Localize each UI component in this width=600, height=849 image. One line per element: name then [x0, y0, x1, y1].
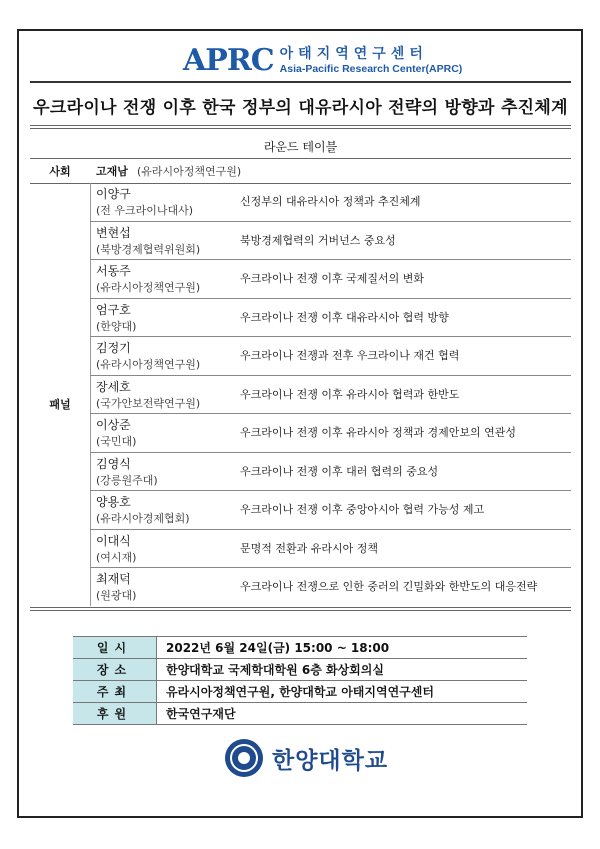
logo-mark: APRC [183, 43, 274, 78]
panelist-topic: 우크라이나 전쟁 이후 국제질서의 변화 [240, 272, 425, 285]
panelist-name: 이양구 [96, 187, 131, 201]
university-seal-icon [225, 739, 263, 777]
panelist-affiliation: (국민대) [96, 435, 137, 448]
panel-row [90, 414, 571, 453]
panel-row [90, 453, 571, 492]
panelist-name: 엄구호 [96, 302, 131, 317]
panelist-affiliation: (한양대) [96, 319, 137, 333]
event-info-row [73, 681, 527, 703]
panelist-topic: 우크라이나 전쟁으로 인한 중러의 긴밀화와 한반도의 대응전략 [240, 580, 538, 593]
panelist-affiliation: (유라시아정책연구원) [96, 281, 201, 294]
panel-row [90, 183, 571, 222]
moderator-label: 사회 [49, 165, 71, 178]
panelist-name: 양용호 [96, 495, 131, 509]
panel-label: 패널 [49, 398, 71, 411]
panelist-name: 이상준 [96, 418, 131, 432]
panelist-name: 김정기 [96, 341, 131, 355]
panelist-affiliation: (강릉원주대) [96, 473, 158, 487]
roundtable-divider [30, 158, 571, 159]
event-info-table [73, 636, 527, 725]
event-info-row [73, 703, 527, 725]
panelist-topic: 문명적 전환과 유라시아 정책 [240, 541, 379, 555]
info-key-date: 일시 [73, 637, 157, 659]
panel-row [90, 337, 571, 376]
panelist-name: 김영식 [96, 456, 131, 471]
panelist-topic: 우크라이나 전쟁 이후 유라시아 정책과 경제안보의 연관성 [240, 426, 517, 439]
info-key-host: 주최 [73, 681, 157, 703]
panelist-name: 이대식 [96, 533, 131, 548]
panelist-name: 변현섭 [96, 225, 131, 240]
event-info-row [73, 659, 527, 681]
panelist-affiliation: (유라시아정책연구원) [96, 358, 201, 371]
panel-divider-top [30, 607, 571, 608]
panelist-topic: 우크라이나 전쟁 이후 대러 협력의 중요성 [240, 464, 439, 478]
info-value-date: 2022년 6월 24일(금) 15:00 ~ 18:00 [157, 637, 528, 659]
info-key-venue: 장소 [73, 659, 157, 681]
panelist-topic: 우크라이나 전쟁 이후 유라시아 협력과 한반도 [240, 387, 460, 401]
moderator-affiliation: (유라시아정책연구원) [137, 165, 242, 178]
org-name-kr: 아태지역연구센터 [279, 46, 428, 63]
panel-row [90, 222, 571, 261]
header-divider [30, 81, 571, 83]
university-name: 한양대학교 [272, 747, 389, 774]
panelist-name: 장세호 [96, 379, 131, 394]
panelist-topic: 우크라이나 전쟁과 전후 우크라이나 재건 협력 [240, 349, 460, 362]
panelist-topic: 우크라이나 전쟁 이후 중앙아시아 협력 가능성 제고 [240, 503, 485, 516]
panelist-affiliation: (북방경제협력위원회) [96, 242, 201, 256]
panelist-topic: 북방경제협력의 거버넌스 중요성 [240, 233, 396, 247]
panel-row [90, 376, 571, 415]
info-key-sponsor: 후원 [73, 703, 157, 725]
panel-row [90, 530, 571, 569]
roundtable-label: 라운드 테이블 [263, 140, 338, 154]
event-info-row [73, 637, 527, 659]
info-value-host: 유라시아정책연구원, 한양대학교 아태지역연구센터 [157, 681, 528, 703]
panelist-affiliation: (유라시아경제협회) [96, 512, 190, 525]
logo-text [280, 47, 463, 75]
panel-row [90, 491, 571, 530]
panelist-affiliation: (원광대) [96, 589, 137, 602]
title-divider-bottom [30, 128, 571, 129]
hanyang-logo [225, 738, 388, 778]
info-value-sponsor: 한국연구재단 [157, 703, 528, 725]
panel-row [90, 260, 571, 299]
title-divider-top [30, 125, 571, 126]
moderator-name: 고재남 [96, 165, 128, 178]
panelist-name: 최재덕 [96, 572, 131, 586]
panelist-name: 서동주 [96, 264, 131, 278]
panelist-affiliation: (여시재) [96, 550, 137, 564]
aprc-logo [183, 44, 462, 78]
panelist-topic: 신정부의 대유라시아 정책과 추진체계 [240, 195, 421, 208]
panel-row [90, 299, 571, 338]
panel-row [90, 568, 571, 607]
panelist-affiliation: (전 우크라이나대사) [96, 204, 194, 217]
info-value-venue: 한양대학교 국제학대학원 6층 화상회의실 [157, 659, 528, 681]
panelist-topic: 우크라이나 전쟁 이후 대유라시아 협력 방향 [240, 310, 449, 324]
panel-divider-bottom [30, 610, 571, 611]
page-title: 우크라이나 전쟁 이후 한국 정부의 대유라시아 전략의 방향과 추진체계 [33, 98, 568, 118]
org-name-en: Asia-Pacific Research Center(APRC) [279, 63, 463, 76]
panelist-affiliation: (국가안보전략연구원) [96, 396, 201, 410]
